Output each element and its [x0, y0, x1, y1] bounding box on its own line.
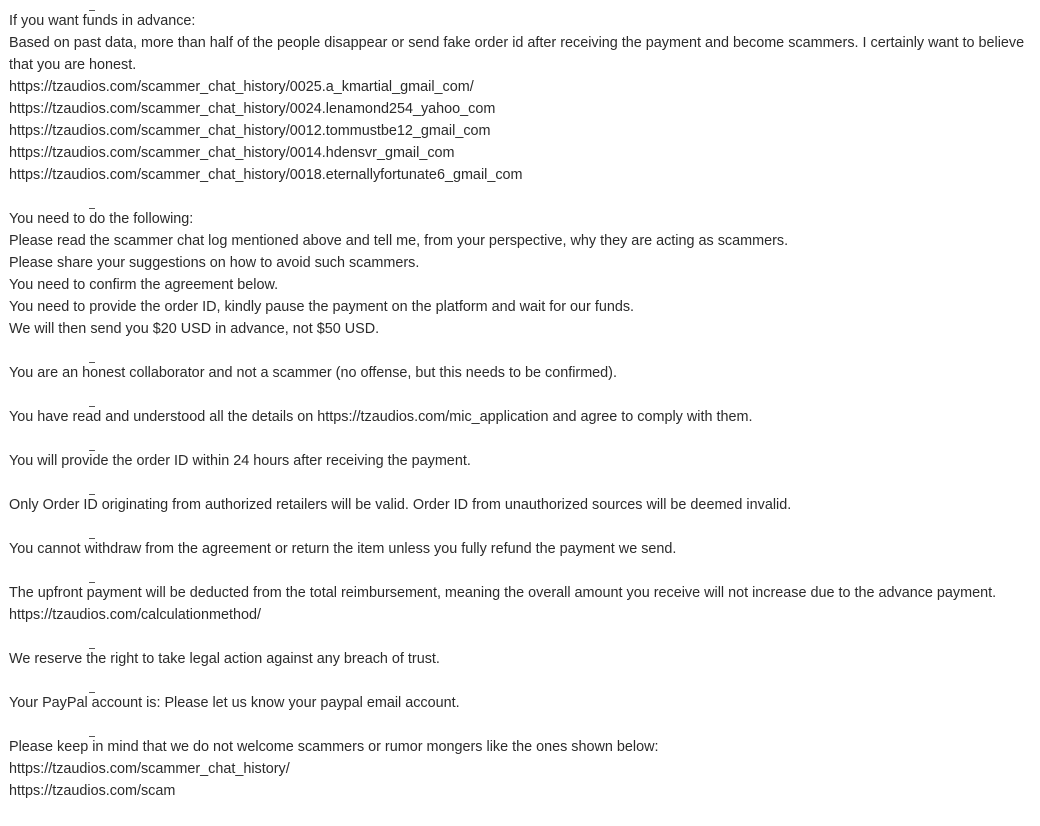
- scammer-link: https://tzaudios.com/scammer_chat_history/0025.a_kmartial_gmail_com/: [9, 79, 474, 95]
- closing-text: [9, 736, 1034, 758]
- agreement-item: [9, 494, 1034, 516]
- spacer: [9, 186, 1034, 208]
- document-body: [9, 10, 1034, 802]
- spacer: [9, 626, 1034, 648]
- separator-mark: [89, 692, 95, 693]
- agreement-text: We reserve the right to take legal action against any breach of trust.: [9, 651, 440, 667]
- separator-mark: [89, 208, 95, 209]
- scammer-link: https://tzaudios.com/scammer_chat_history/0024.lenamond254_yahoo_com: [9, 101, 496, 117]
- agreement-item: [9, 582, 1034, 626]
- agreement-item: [9, 692, 1034, 714]
- agreement-text: The upfront payment will be deducted from the total reimbursement, meaning the overall amount you receive will not increase due to the advance payment. https://tzaudios.com/calculationmethod/: [9, 585, 997, 623]
- spacer: [9, 428, 1034, 450]
- requirement-item: Please read the scammer chat log mentioned above and tell me, from your perspective, why they are acting as scammers.: [9, 233, 789, 249]
- agreement-text: You have read and understood all the details on https://tzaudios.com/mic_application and agree to comply with them.: [9, 409, 753, 425]
- spacer: [9, 670, 1034, 692]
- closing-link: https://tzaudios.com/scam: [9, 783, 176, 799]
- agreement-text: You cannot withdraw from the agreement or return the item unless you fully refund the payment we send.: [9, 541, 677, 557]
- spacer: [9, 472, 1034, 494]
- requirement-item: You need to provide the order ID, kindly pause the payment on the platform and wait for our funds.: [9, 299, 635, 315]
- closing-link: https://tzaudios.com/scammer_chat_history/: [9, 761, 290, 777]
- separator-mark: [89, 494, 95, 495]
- agreement-text: You will provide the order ID within 24 hours after receiving the payment.: [9, 453, 471, 469]
- spacer: [9, 340, 1034, 362]
- agreement-item: [9, 450, 1034, 472]
- separator-mark: [89, 450, 95, 451]
- separator-mark: [89, 362, 95, 363]
- intro-heading: [9, 10, 1034, 32]
- requirements-heading: [9, 208, 1034, 230]
- requirements-heading-text: You need to do the following:: [9, 211, 194, 227]
- requirement-item: You need to confirm the agreement below.: [9, 277, 279, 293]
- agreement-text: Only Order ID originating from authorized retailers will be valid. Order ID from unauthorized sources will be deemed invalid.: [9, 497, 792, 513]
- intro-paragraph: Based on past data, more than half of the people disappear or send fake order id after receiving the payment and become scammers. I certainly want to believe that you are honest.: [9, 35, 1025, 73]
- spacer: [9, 714, 1034, 736]
- requirement-item: We will then send you $20 USD in advance, not $50 USD.: [9, 321, 380, 337]
- agreement-item: [9, 362, 1034, 384]
- spacer: [9, 384, 1034, 406]
- separator-mark: [89, 736, 95, 737]
- separator-mark: [89, 582, 95, 583]
- agreement-item: [9, 648, 1034, 670]
- scammer-link: https://tzaudios.com/scammer_chat_history/0018.eternallyfortunate6_gmail_com: [9, 167, 523, 183]
- scammer-link: https://tzaudios.com/scammer_chat_history/0012.tommustbe12_gmail_com: [9, 123, 491, 139]
- separator-mark: [89, 538, 95, 539]
- separator-mark: [89, 10, 95, 11]
- requirement-item: Please share your suggestions on how to avoid such scammers.: [9, 255, 420, 271]
- agreement-text: You are an honest collaborator and not a scammer (no offense, but this needs to be confirmed).: [9, 365, 617, 381]
- agreement-item: [9, 538, 1034, 560]
- intro-heading-text: If you want funds in advance:: [9, 13, 196, 29]
- closing-text-content: Please keep in mind that we do not welcome scammers or rumor mongers like the ones shown below:: [9, 739, 659, 755]
- agreement-item: [9, 406, 1034, 428]
- spacer: [9, 560, 1034, 582]
- scammer-link: https://tzaudios.com/scammer_chat_history/0014.hdensvr_gmail_com: [9, 145, 455, 161]
- agreement-text: Your PayPal account is: Please let us know your paypal email account.: [9, 695, 460, 711]
- separator-mark: [89, 648, 95, 649]
- separator-mark: [89, 406, 95, 407]
- spacer: [9, 516, 1034, 538]
